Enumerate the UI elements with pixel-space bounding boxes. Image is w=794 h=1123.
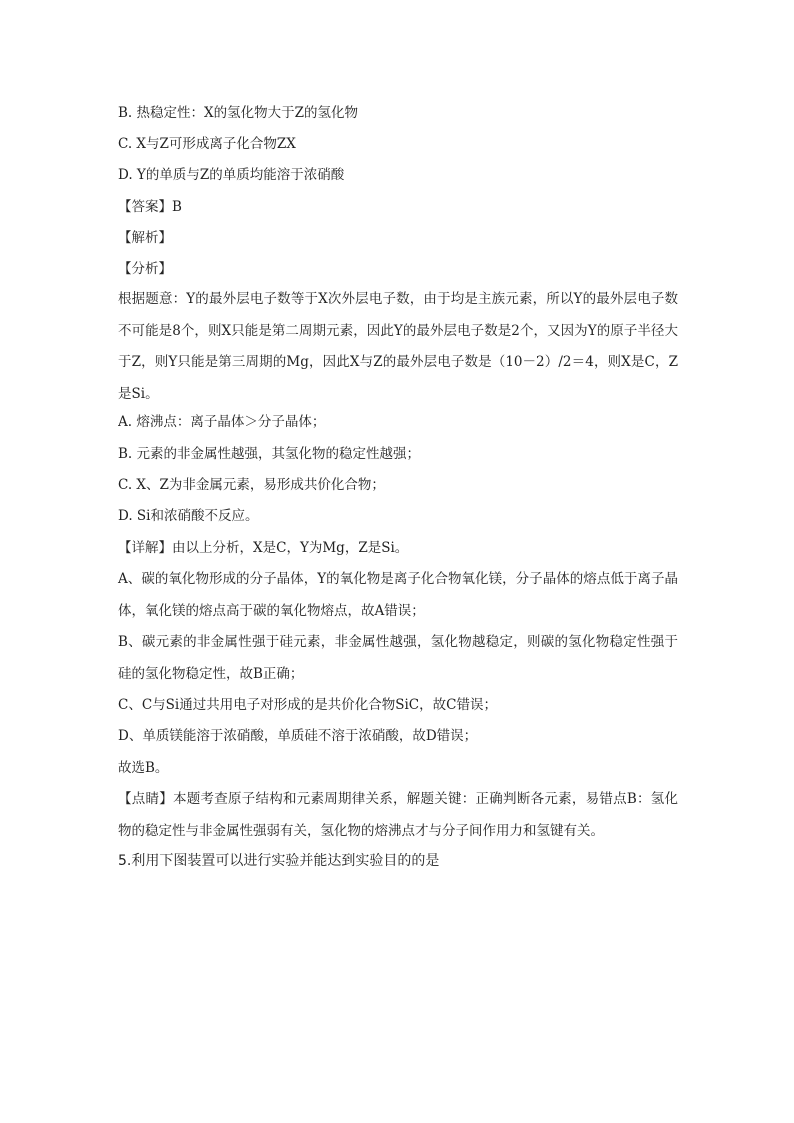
detail-c: C、C与Si通过共用电子对形成的是共价化合物SiC，故C错误； [118,697,497,713]
option-c: C. X与Z可形成离子化合物ZX [118,136,296,152]
detail-a: A、碳的氧化物形成的分子晶体，Y的氧化物是离子化合物氧化镁，分子晶体的熔点低于离子晶体，氧化镁的熔点高于碳的氧化物熔点，故A错误； [118,571,678,619]
hint-c: C. X、Z为非金属元素，易形成共价化合物； [118,477,385,493]
fenxi-label: 【分析】 [118,261,172,277]
detail-b: B、碳元素的非金属性强于硅元素，非金属性越强，氢化物越稳定，则碳的氢化物稳定性强于硅的氢化物稳定性，故B正确； [118,634,678,682]
detail-choice: 故选B。 [118,760,169,776]
dianjing-paragraph [118,784,678,847]
answer-line [118,198,678,216]
answer-value: B [172,199,182,215]
question-5-title: 5.利用下图装置可以进行实验并能达到实验目的的是 [118,853,440,869]
hint-d: D. Si和浓硝酸不反应。 [118,508,259,524]
hint-a: A. 熔沸点：离子晶体＞分子晶体； [118,414,326,430]
detail-intro: 由以上分析，X是C，Y为Mg，Z是Si。 [172,540,409,556]
analysis-label: 【解析】 [118,230,172,246]
detail-label: 【详解】 [118,540,172,556]
answer-label: 【答案】 [118,199,172,215]
fenxi-paragraph: 根据题意：Y的最外层电子数等于X次外层电子数，由于均是主族元素，所以Y的最外层电子数不可能是8个，则X只能是第二周期元素，因此Y的最外层电子数是2个，又因为Y的原子半径大于Z，则Y只能是第三周期的Mg，因此X与Z的最外层电子数是（10－2）/2＝4，则X是C，Z是Si。 [118,291,678,402]
detail-d: D、单质镁能溶于浓硝酸，单质硅不溶于浓硝酸，故D错误； [118,728,478,744]
dianjing-label: 【点睛】 [118,791,174,807]
dianjing-text: 本题考查原子结构和元素周期律关系，解题关键：正确判断各元素，易错点B：氢化物的稳定性与非金属性强弱有关，氢化物的熔沸点才与分子间作用力和氢键有关。 [118,791,679,839]
option-b: B. 热稳定性：X的氢化物大于Z的氢化物 [118,105,358,121]
option-d: D. Y的单质与Z的单质均能溶于浓硝酸 [118,167,345,183]
hint-b: B. 元素的非金属性越强，其氢化物的稳定性越强； [118,446,421,462]
detail-intro-line [118,539,678,557]
